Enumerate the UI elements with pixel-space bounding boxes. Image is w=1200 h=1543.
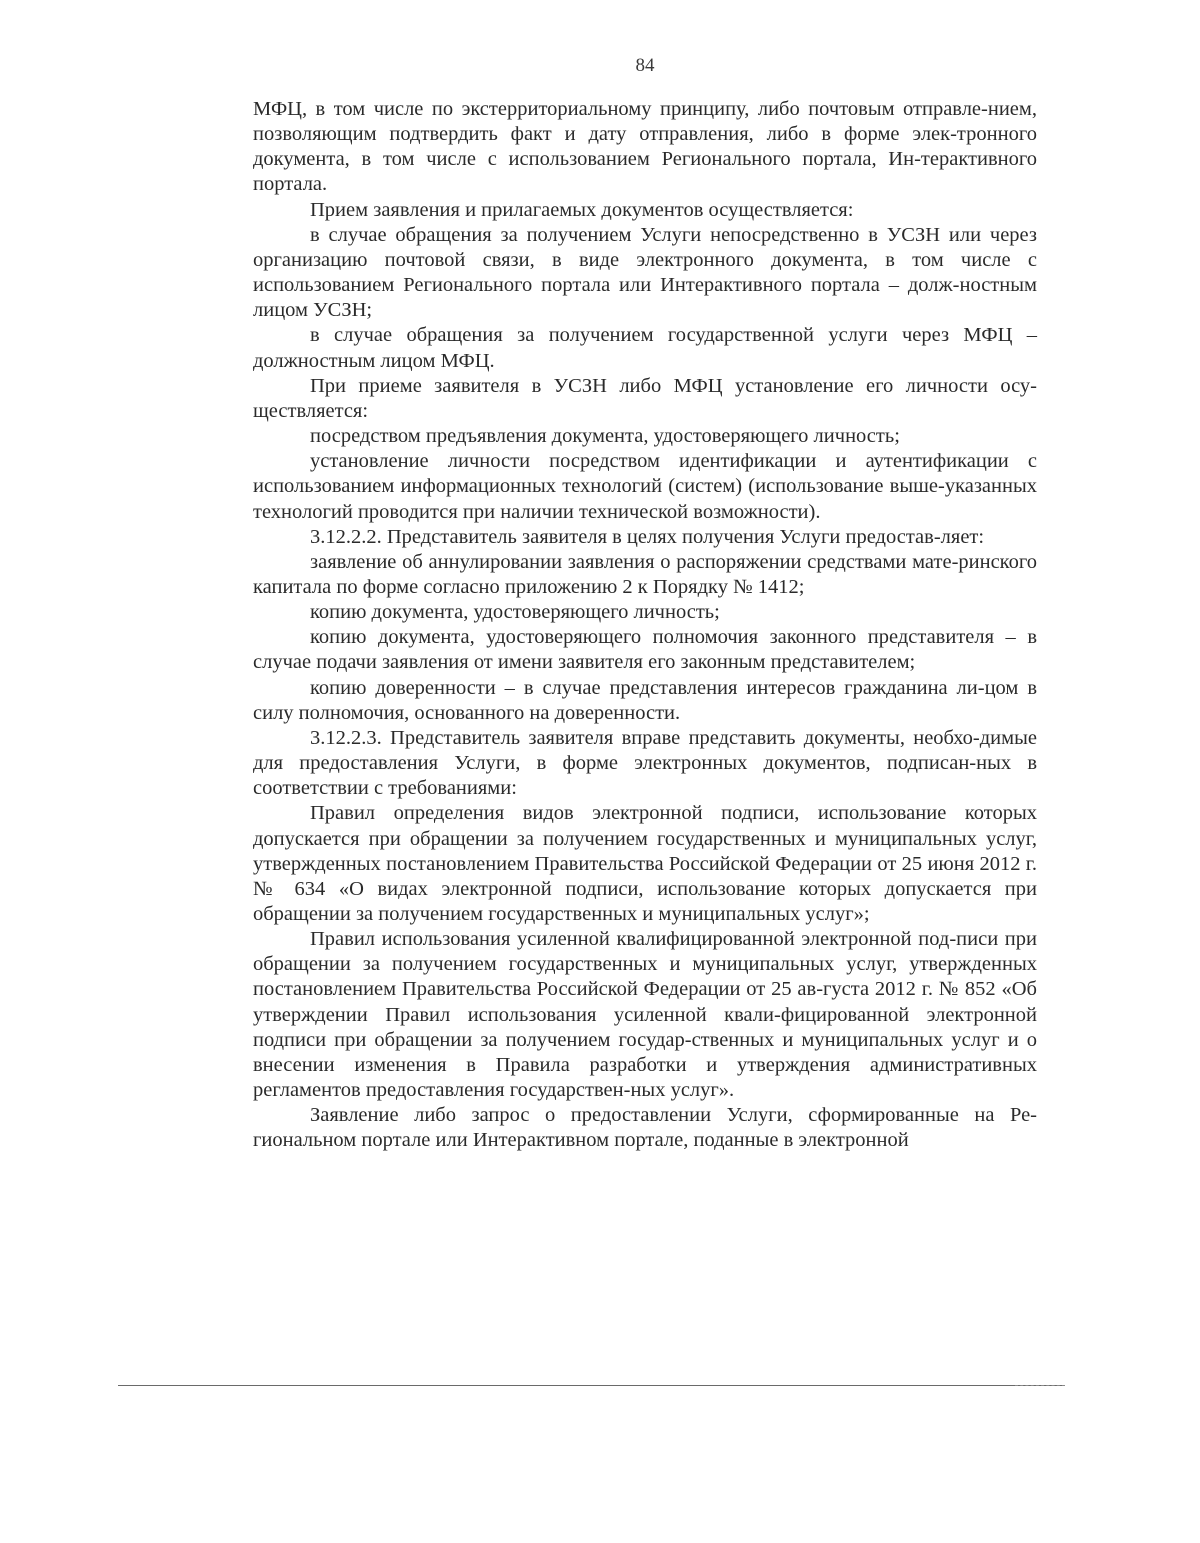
paragraph: заявление об аннулировании заявления о распоряжении средствами мате-ринского капитала по форме согласно приложению 2 к Порядку № 1412;	[253, 550, 1037, 598]
paragraph: Правил определения видов электронной подписи, использование которых допускается при обращении за получением государственных и муниципальных услуг, утвержденных постановлением Правительства Российской Федерации от 25 июня 2012 г. № 634 «О видах электронной подписи, использование которых допускается при обращении за получением государственных и муниципальных услуг»;	[253, 802, 1037, 925]
body-text	[253, 97, 1037, 1154]
paragraph: установление личности посредством идентификации и аутентификации с использованием информационных технологий (систем) (использование выше-указанных технологий проводится при наличии технической возможности).	[253, 450, 1037, 523]
footer-rule-tail	[1015, 1385, 1065, 1386]
paragraph: Прием заявления и прилагаемых документов осуществляется:	[310, 198, 854, 221]
paragraph: 3.12.2.3. Представитель заявителя вправе представить документы, необхо-димые для предоставления Услуги, в форме электронных документов, подписан-ных в соответствии с требованиями:	[253, 726, 1037, 800]
paragraph: копию доверенности – в случае представления интересов гражданина ли-цом в силу полномочия, основанного на доверенности.	[253, 676, 1037, 724]
paragraph: в случае обращения за получением Услуги непосредственно в УСЗН или через организацию почтовой связи, в виде электронного документа, в том числе с использованием Регионального портала или Интерактивного портала – долж-ностным лицом УСЗН;	[253, 223, 1037, 322]
paragraph: копию документа, удостоверяющего личность;	[310, 601, 720, 624]
paragraph: МФЦ, в том числе по экстерриториальному принципу, либо почтовым отправле-нием, позволяющим подтвердить факт и дату отправления, либо в форме элек-тронного документа, в том числе с использованием Регионального портала, Ин-терактивного портала.	[253, 98, 1037, 196]
paragraph: посредством предъявления документа, удостоверяющего личность;	[310, 425, 900, 448]
paragraph: Заявление либо запрос о предоставлении Услуги, сформированные на Ре-гиональном портале или Интерактивном портале, поданные в электронной	[253, 1104, 1037, 1152]
footer-rule	[118, 1385, 1063, 1386]
page-number: 84	[635, 55, 655, 76]
paragraph: При приеме заявителя в УСЗН либо МФЦ установление его личности осу-ществляется:	[253, 374, 1037, 422]
paragraph: копию документа, удостоверяющего полномочия законного представителя – в случае подачи заявления от имени заявителя его законным представителем;	[253, 626, 1037, 674]
paragraph: Правил использования усиленной квалифицированной электронной под-писи при обращении за получением государственных и муниципальных услуг, утвержденных постановлением Правительства Российской Федерации от 25 ав-густа 2012 г. № 852 «Об утверждении Правил использования усиленной квали-фицированной электронной подписи при обращении за получением государ-ственных и муниципальных услуг и о внесении изменения в Правила разработки и утверждения административных регламентов предоставления государствен-ных услуг».	[253, 928, 1037, 1102]
paragraph: 3.12.2.2. Представитель заявителя в целях получения Услуги предостав-ляет:	[310, 525, 985, 548]
paragraph: в случае обращения за получением государственной услуги через МФЦ – должностным лицом МФЦ.	[253, 324, 1037, 372]
